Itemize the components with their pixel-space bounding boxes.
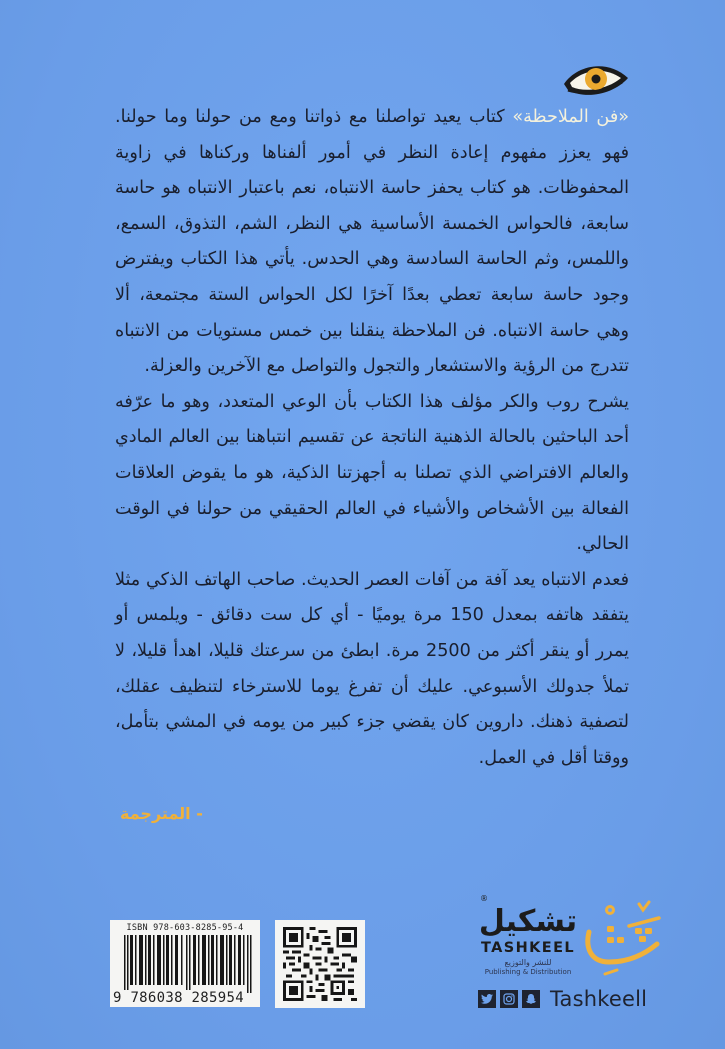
blurb-paragraph-1: «فن الملاحظة» كتاب يعيد تواصلنا مع ذواتنا ومع من حولنا وما حولنا. فهو يعزز مفهوم إعادة النظر في أمور ألفناها وركناها في زاوية المحفوظات. هو كتاب يحفز حاسة الانتباه، نعم باعتبار الانتباه هو حاسة سابعة، فالحواس الخمسة الأساسية هي النظر، الشم، التذوق، السمع، واللمس، وثم الحاسة السادسة وهي الحدس. يأتي هذا الكتاب ويفترض وجود حاسة سابعة تعطي بعدًا آخرًا لكل الحواس الستة مجتمعة، ألا وهي حاسة الانتباه. فن الملاحظة ينقلنا بين خمس مستويات من الانتباه تتدرج من الرؤية والاستشعار والتجول والتواصل مع الآخرين والعزلة. — [115, 107, 629, 377]
snapchat-icon[interactable] — [522, 990, 540, 1008]
registered-mark: ® — [480, 894, 488, 903]
twitter-icon[interactable] — [478, 990, 496, 1008]
blurb-paragraph-3: فعدم الانتباه يعد آفة من آفات العصر الحديث. صاحب الهاتف الذكي مثلا يتفقد هاتفه بمعدل 150 مرة يوميًا - أي كل ست دقائق - ويلمس أو يمرر أو ينقر أكثر من 2500 مرة. ابطئ من سرعتك قليلا، اهدأ قليلا، لا تملأ جدولك الأسبوعي. عليك أن تفرغ يوما للاسترخاء لتنظيف عقلك، لتصفية ذهنك. داروين كان يقضي جزء كبير من يومه في المشي بتأمل، ووقتا أقل في العمل. — [115, 569, 629, 768]
blurb-text — [115, 100, 629, 776]
publisher-name-arabic: تشكيل — [478, 904, 578, 939]
isbn-barcode — [110, 920, 260, 1007]
publisher-tagline-arabic: للنشر والتوزيع — [504, 958, 552, 967]
translator-signature: - المترجمة — [120, 804, 203, 823]
publisher-name-english: TASHKEEL — [480, 940, 576, 956]
ean-digits: 9 786038 285954 — [113, 990, 244, 1006]
publisher-social — [478, 987, 647, 1011]
instagram-icon[interactable] — [500, 990, 518, 1008]
barcode-bars-icon — [124, 935, 252, 993]
qr-code[interactable] — [275, 920, 365, 1008]
social-handle: Tashkeell — [550, 987, 648, 1011]
isbn-label: ISBN 978-603-8285-95-4 — [126, 923, 244, 933]
blurb-paragraph-2: يشرح روب والكر مؤلف هذا الكتاب بأن الوعي المتعدد، وهو ما عرّفه أحد الباحثين بالحالة الذهنية الناتجة عن تقسيم انتباهنا بين العالم المادي والعالم الافتراضي الذي تصلنا به أجهزتنا الذكية، هو ما يقوض العلاقات الفعالة بين الأشخاص والأشياء في العالم الحقيقي من حولنا في الوقت الحالي. — [115, 391, 629, 555]
book-title-quote: «فن الملاحظة» — [512, 107, 629, 127]
eye-icon — [560, 60, 632, 100]
qr-code-icon — [283, 927, 357, 1001]
publisher-calligraphy-mark-icon — [583, 896, 678, 978]
publisher-tagline-english: Publishing & Distribution — [484, 968, 572, 976]
